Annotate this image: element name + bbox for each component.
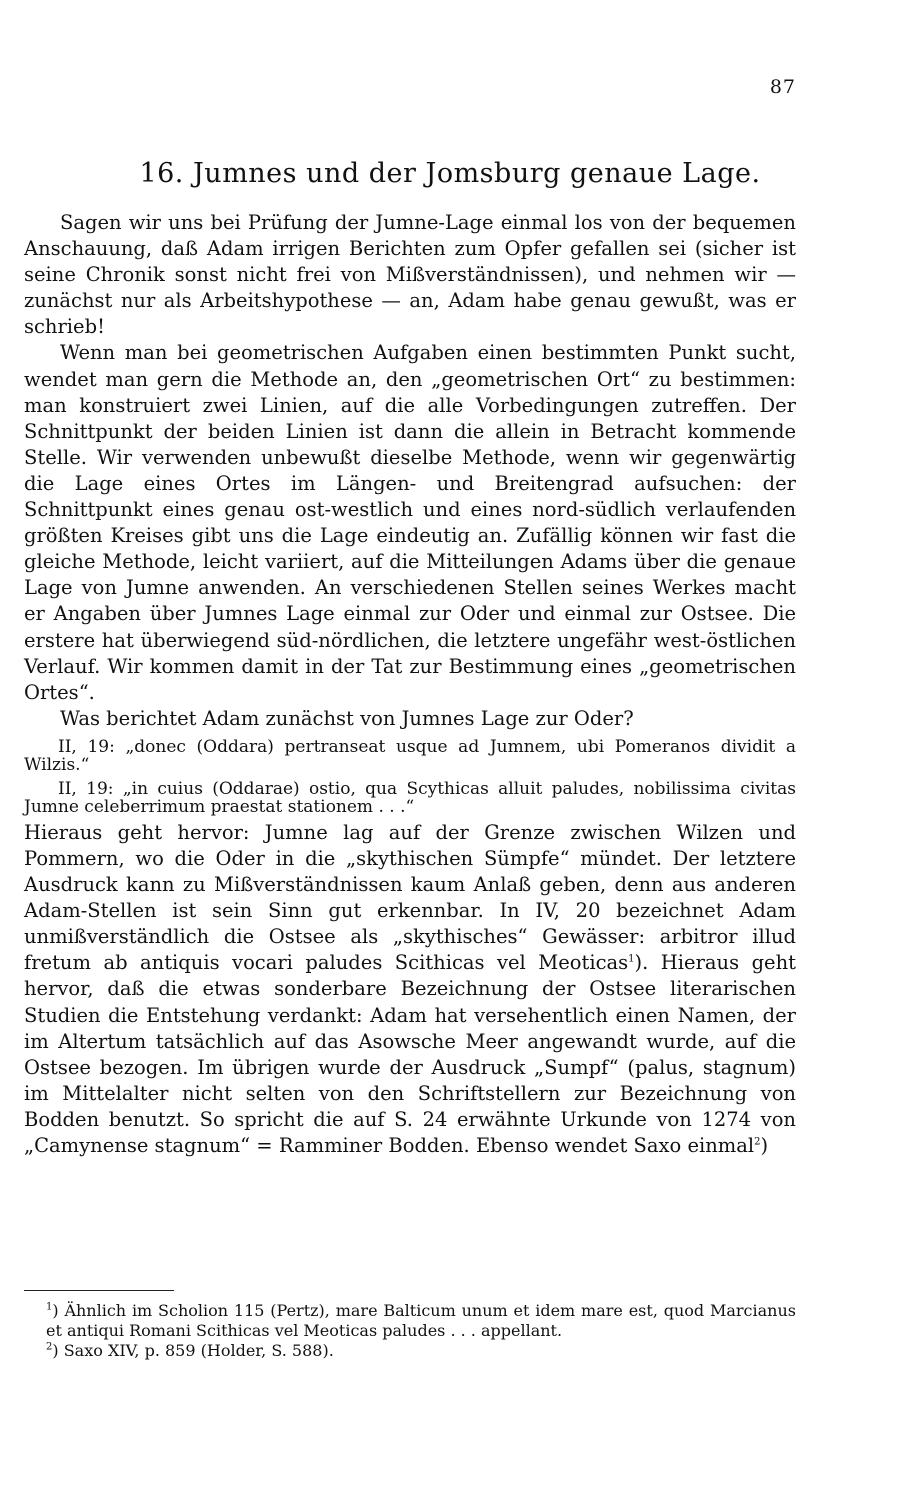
footnote-2-text: ) Saxo XIV, p. 859 (Holder, S. 588). [52,1341,334,1360]
body-text [24,210,796,1159]
paragraph-4 [24,820,796,1159]
paragraph-3: Was berichtet Adam zunächst von Jumnes Lage zur Oder? [60,706,634,730]
page-number: 87 [769,76,796,98]
footnote-ref-1: 1 [628,953,635,965]
section-heading: 16. Jumnes und der Jomsburg genaue Lage. [139,158,761,189]
footnotes [24,1290,796,1361]
paragraph-1: Sagen wir uns bei Prüfung der Jumne-Lage einmal los von der bequemen Anschauung, daß Adam irrigen Berichten zum Opfer gefallen sei (sicher ist seine Chronik sonst nicht frei von Mißverständnissen), und nehmen wir — zunächst nur als Arbeitshypothese — an, Adam habe genau gewußt, was er schrieb! [24,211,796,339]
footnote-2 [24,1341,796,1361]
paragraph-4-part-2: ). Hieraus geht hervor, daß die etwas sonderbare Bezeichnung der Ostsee literarischen Studien die Entstehung verdankt: Adam hat versehentlich einen Namen, der im Altertum tatsächlich auf das Asowsche Meer angewandt wurde, auf die Ostsee bezogen. Im übrigen wurde der Ausdruck „Sumpf“ (palus, stagnum) im Mittelalter nicht selten von den Schriftstellern zur Bezeichnung von Bodden benutzt. So spricht die auf S. 24 erwähnte Urkunde von 1274 von „Camynense stagnum“ = Ramminer Bodden. Ebenso wendet Saxo einmal [24,951,796,1157]
quote-2 [24,780,796,816]
footnote-2-mark: 2 [46,1341,53,1353]
footnote-rule [24,1290,174,1291]
paragraph-4-part-3: ) [760,1134,769,1157]
footnote-ref-2: 2 [754,1136,761,1148]
quote-1 [24,738,796,774]
footnote-1-mark: 1 [46,1301,53,1313]
footnote-1 [24,1301,796,1341]
quote-2-text: II, 19: „in cuius (Oddarae) ostio, qua Scythicas alluit paludes, nobilissima civitas Jumne celeberrimum praestat stationem . . .“ [24,778,796,817]
footnote-1-text: ) Ähnlich im Scholion 115 (Pertz), mare Balticum unum et idem mare est, quod Marcianus et antiqui Romani Scithicas vel Meoticas paludes . . . appellant. [46,1301,796,1340]
paragraph-2: Wenn man bei geometrischen Aufgaben einen bestimmten Punkt sucht, wendet man gern die Methode an, den „geometrischen Ort“ zu bestimmen: man konstruiert zwei Linien, auf die alle Vorbedingungen zutreffen. Der Schnittpunkt der beiden Linien ist dann die allein in Betracht kommende Stelle. Wir verwenden unbewußt dieselbe Methode, wenn wir gegenwärtig die Lage eines Ortes im Längen- und Breitengrad aufsuchen: der Schnittpunkt eines genau ost-westlich und eines nord-südlich verlaufenden größten Kreises gibt uns die Lage eindeutig an. Zufällig können wir fast die gleiche Methode, leicht variiert, auf die Mitteilungen Adams über die genaue Lage von Jumne anwenden. An verschiedenen Stellen seines Werkes macht er Angaben über Jumnes Lage einmal zur Oder und einmal zur Ostsee. Die erstere hat überwiegend süd-nördlichen, die letztere ungefähr west-östlichen Verlauf. Wir kommen damit in der Tat zur Bestimmung eines „geometrischen Ortes“. [24,341,796,704]
paragraph-4-part-1: Hieraus geht hervor: Jumne lag auf der Grenze zwischen Wilzen und Pommern, wo die Oder in die „skythischen Sümpfe“ mündet. Der letztere Ausdruck kann zu Mißverständnissen kaum Anlaß geben, denn aus anderen Adam-Stellen ist sein Sinn gut erkennbar. In IV, 20 bezeichnet Adam unmißverständlich die Ostsee als „skythisches“ Gewässer: arbitror illud fretum ab antiquis vocari paludes Scithicas vel Meoticas [24,820,796,975]
quote-1-text: II, 19: „donec (Oddara) pertranseat usque ad Jumnem, ubi Pomeranos dividit a Wilzis.“ [24,736,796,775]
